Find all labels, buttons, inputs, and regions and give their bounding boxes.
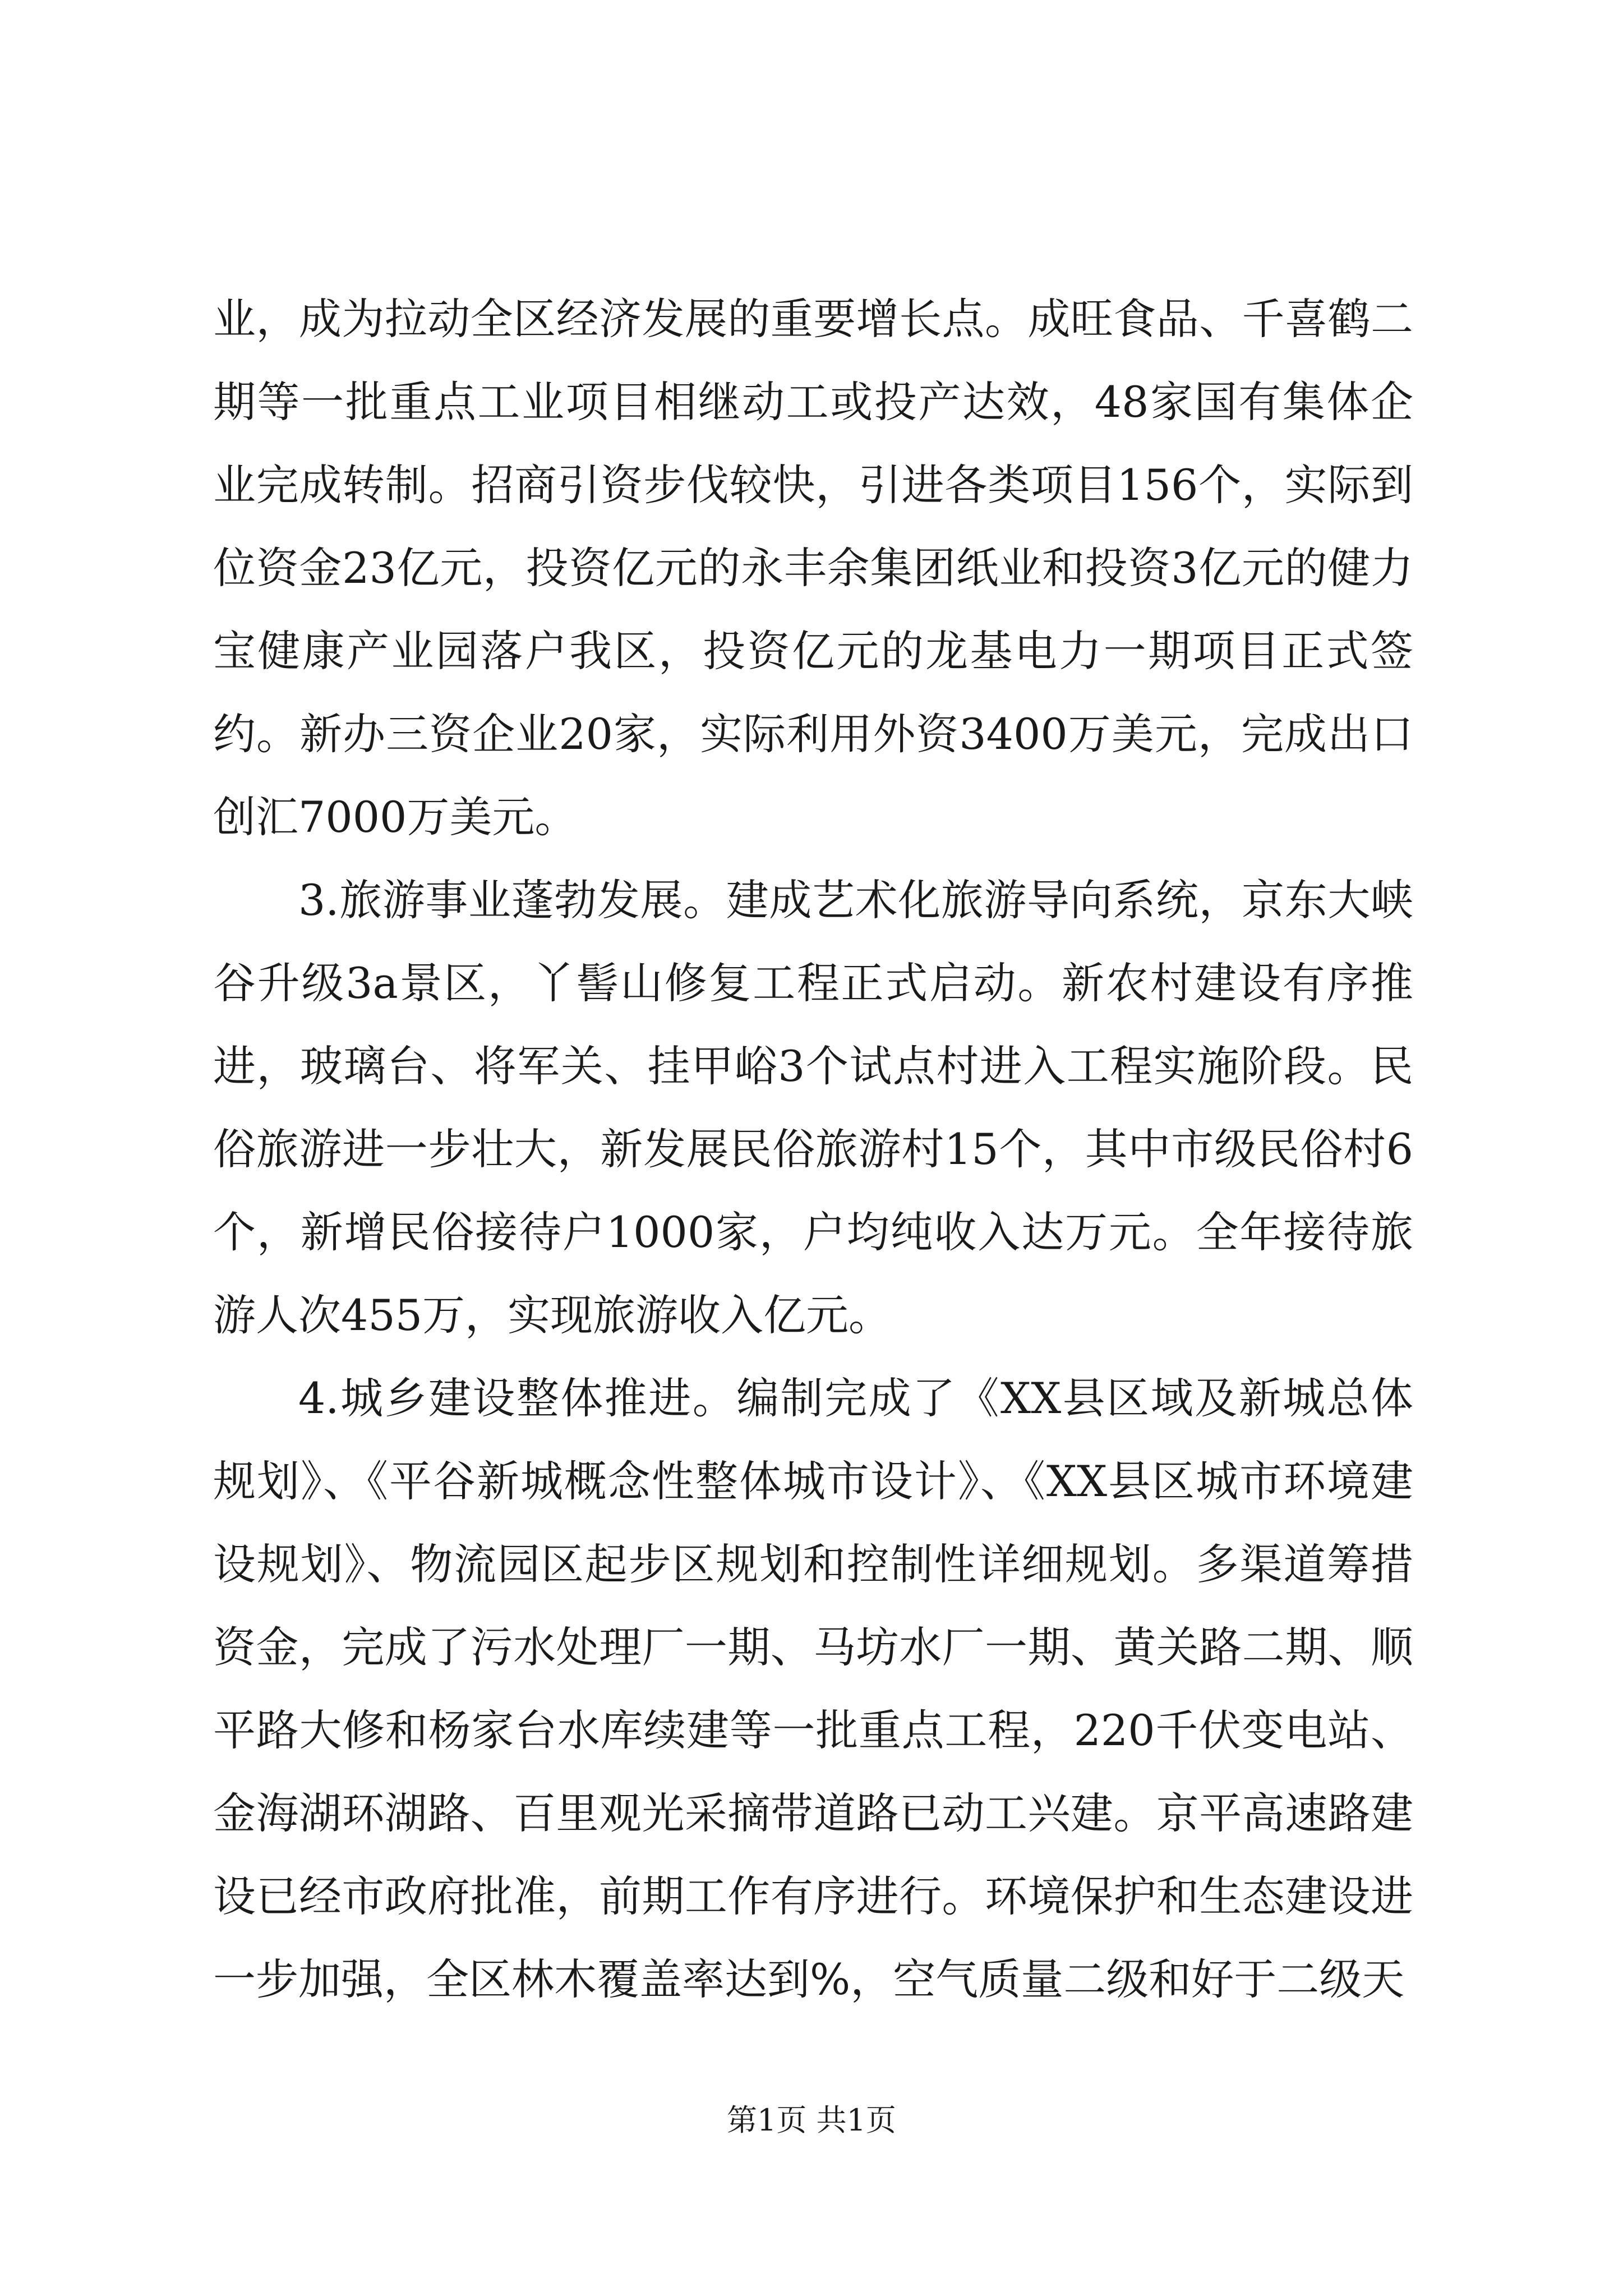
paragraph-urban-rural-construction: 4.城乡建设整体推进。编制完成了《XX县区域及新城总体规划》、《平谷新城概念性整体城市设计》、《XX县区城市环境建设规划》、物流园区起步区规划和控制性详细规划。多渠道筹措资金，完成了污水处理厂一期、马坊水厂一期、黄关路二期、顺平路大修和杨家台水库续建等一批重点工程，220千伏变电站、金海湖环湖路、百里观光采摘带道路已动工兴建。京平高速路建设已经市政府批准，前期工作有序进行。环境保护和生态建设进一步加强，全区林木覆盖率达到%，空气质量二级和好于二级天 <box>213 1373 1413 2004</box>
document-body <box>213 278 1413 2021</box>
page-footer: 第1页 共1页 <box>727 2102 896 2138</box>
paragraph-tourism: 3.旅游事业蓬勃发展。建成艺术化旅游导向系统，京东大峡谷升级3a景区，丫髻山修复工程正式启动。新农村建设有序推进，玻璃台、将军关、挂甲峪3个试点村进入工程实施阶段。民俗旅游进一步壮大，新发展民俗旅游村15个，其中市级民俗村6个，新增民俗接待户1000家，户均纯收入达万元。全年接待旅游人次455万，实现旅游收入亿元。 <box>213 875 1413 1340</box>
paragraph-continuation: 业，成为拉动全区经济发展的重要增长点。成旺食品、千喜鹤二期等一批重点工业项目相继动工或投产达效，48家国有集体企业完成转制。招商引资步伐较快，引进各类项目156个，实际到位资金23亿元，投资亿元的永丰余集团纸业和投资3亿元的健力宝健康产业园落户我区，投资亿元的龙基电力一期项目正式签约。新办三资企业20家，实际利用外资3400万美元，完成出口创汇7000万美元。 <box>213 294 1413 842</box>
